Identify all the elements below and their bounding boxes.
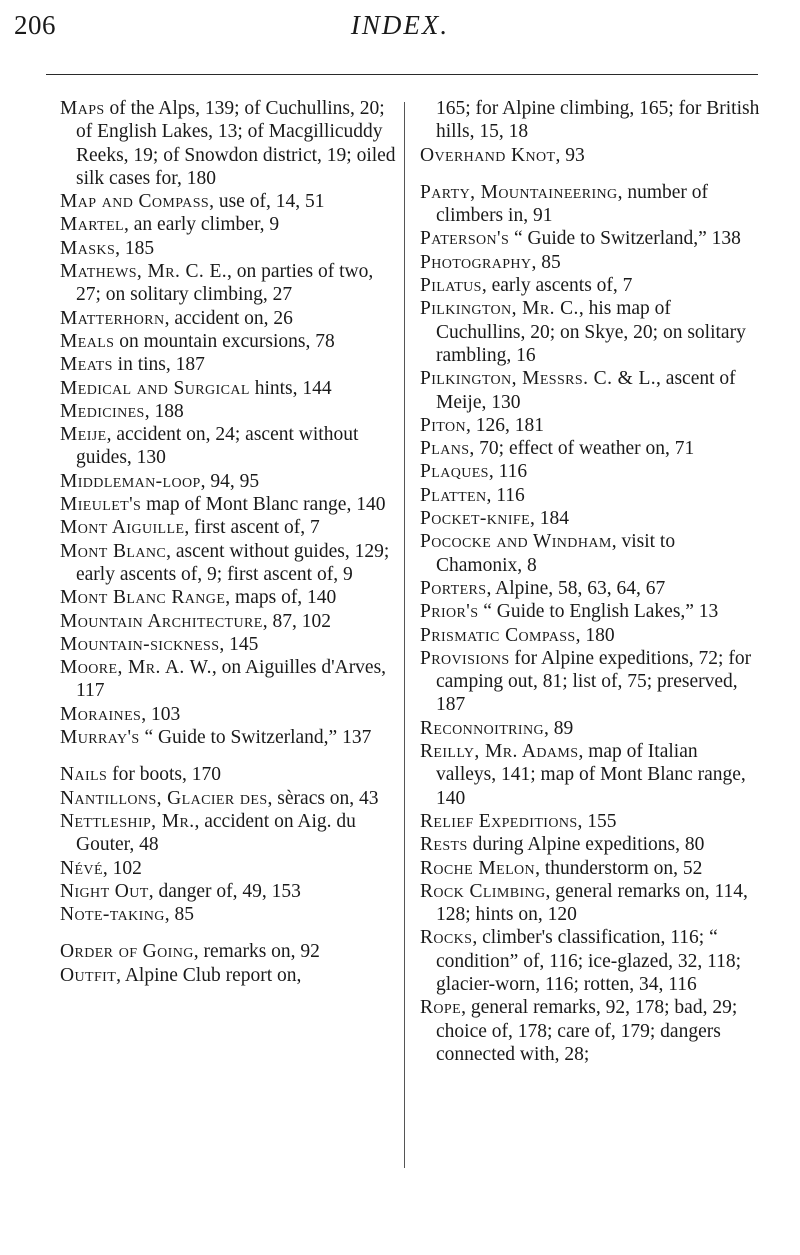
index-entry bbox=[420, 857, 760, 880]
entry-headword: Maps bbox=[60, 98, 105, 119]
index-entry bbox=[420, 507, 760, 530]
index-entry bbox=[60, 763, 400, 786]
index-entry bbox=[60, 493, 400, 516]
entry-text: “ Guide to English Lakes,” 13 bbox=[478, 601, 719, 623]
index-entry bbox=[60, 213, 400, 236]
entry-text: , 145 bbox=[219, 633, 259, 655]
entry-text: , 85 bbox=[164, 904, 194, 926]
index-entry bbox=[60, 787, 400, 810]
entry-headword: Mountain-sickness bbox=[60, 633, 220, 655]
index-entry bbox=[60, 964, 400, 987]
entry-headword: Prior's bbox=[420, 601, 479, 623]
entry-text: , his map of Cuchullins, 20; on Skye, 20; on solitary rambling, 16 bbox=[436, 298, 746, 366]
entry-headword: Mont Blanc bbox=[60, 540, 167, 562]
entry-headword: Masks bbox=[60, 237, 116, 259]
running-title: INDEX. bbox=[350, 10, 450, 40]
entry-headword: Murray's bbox=[60, 727, 140, 749]
index-entry bbox=[420, 926, 760, 996]
entry-text: , maps of, 140 bbox=[225, 587, 337, 609]
index-entry bbox=[420, 297, 760, 367]
entry-text: , sèracs on, 43 bbox=[267, 787, 379, 809]
entry-headword: Provisions bbox=[420, 647, 510, 669]
entry-text: map of Mont Blanc range, 140 bbox=[141, 494, 386, 516]
entry-headword: Pilatus bbox=[420, 275, 482, 297]
entry-headword: Mountain Architecture bbox=[60, 610, 263, 632]
entry-headword: Paterson's bbox=[420, 228, 510, 250]
entry-text: , general remarks, 92, 178; bad, 29; choice of, 178; care of, 179; dangers connected with, 28; bbox=[436, 997, 738, 1065]
entry-text: of the Alps, 139; of Cuchullins, 20; of English Lakes, 13; of Macgillicuddy Reeks, 19; of Snowdon district, 19; oiled silk cases for, 180 bbox=[76, 98, 396, 189]
entry-headword: Night Out bbox=[60, 880, 149, 902]
entry-headword: Note-taking bbox=[60, 904, 165, 926]
entry-headword: Mont Aiguille bbox=[60, 517, 185, 539]
entry-headword: Mont Blanc Range bbox=[60, 587, 226, 609]
index-entry bbox=[420, 437, 760, 460]
entry-text: , use of, 14, 51 bbox=[209, 191, 325, 213]
entry-headword: Plaques bbox=[420, 461, 489, 483]
index-entry bbox=[420, 833, 760, 856]
index-entry bbox=[420, 367, 760, 414]
entry-text: , 89 bbox=[543, 717, 574, 739]
entry-text: , 103 bbox=[141, 703, 181, 725]
entry-headword: Photography bbox=[420, 251, 532, 273]
entry-headword: Piton bbox=[420, 414, 467, 436]
entry-text: “ Guide to Switzerland,” 138 bbox=[509, 228, 741, 250]
index-entry bbox=[60, 810, 400, 857]
entry-headword: Medicines bbox=[60, 400, 145, 422]
index-entry bbox=[60, 353, 400, 376]
index-entry bbox=[420, 530, 760, 577]
entry-text: , 87, 102 bbox=[262, 610, 331, 632]
entry-text: , 116 bbox=[486, 484, 525, 506]
column-divider bbox=[404, 102, 405, 1168]
index-entry bbox=[60, 423, 400, 470]
index-entry bbox=[60, 400, 400, 423]
entry-headword: Meats bbox=[60, 354, 113, 376]
entry-text: , thunderstorm on, 52 bbox=[535, 857, 703, 879]
index-entry bbox=[420, 97, 760, 144]
index-entry bbox=[60, 307, 400, 330]
entry-text: for Alpine expeditions, 72; for camping out, 81; list of, 75; preserved, 187 bbox=[436, 647, 752, 716]
entry-headword: Platten bbox=[420, 484, 487, 506]
entry-text: for boots, 170 bbox=[107, 764, 221, 786]
index-entry bbox=[60, 540, 400, 587]
index-entry bbox=[60, 880, 400, 903]
entry-headword: Pilkington, Messrs. C. & L. bbox=[420, 368, 657, 390]
index-entry bbox=[60, 377, 400, 400]
entry-headword: Middleman-loop bbox=[60, 470, 201, 492]
index-entry bbox=[420, 810, 760, 833]
entry-headword: Outfit bbox=[60, 964, 117, 986]
entry-headword: Martel bbox=[60, 214, 125, 236]
entry-text: , accident on, 24; ascent without guides, 130 bbox=[76, 424, 359, 469]
entry-text: , 102 bbox=[102, 857, 142, 879]
index-entry bbox=[420, 484, 760, 507]
index-entry bbox=[420, 181, 760, 228]
entry-text: , 188 bbox=[144, 400, 184, 422]
index-entry bbox=[420, 996, 760, 1066]
entry-text: on mountain excursions, 78 bbox=[114, 330, 335, 352]
entry-headword: Rock Climbing bbox=[420, 880, 546, 902]
index-entry bbox=[60, 726, 400, 749]
index-entry bbox=[60, 586, 400, 609]
entry-text: , Alpine, 58, 63, 64, 67 bbox=[486, 577, 666, 599]
entry-text: , 184 bbox=[530, 508, 570, 530]
entry-headword: Plans bbox=[420, 438, 470, 460]
entry-headword: Nantillons, Glacier des bbox=[60, 787, 268, 809]
index-entry bbox=[60, 610, 400, 633]
entry-headword: Order of Going bbox=[60, 941, 194, 963]
entry-text: in tins, 187 bbox=[112, 354, 205, 376]
entry-text: , 93 bbox=[555, 144, 585, 166]
index-entry bbox=[420, 227, 760, 250]
entry-headword: Névé bbox=[60, 857, 103, 879]
index-entry bbox=[420, 717, 760, 740]
entry-text: , visit to Chamonix, 8 bbox=[436, 531, 676, 576]
entry-text: , ascent of Meije, 130 bbox=[436, 368, 736, 413]
index-entry bbox=[60, 903, 400, 926]
entry-headword: Pococke and Windham bbox=[420, 531, 612, 553]
page-header bbox=[14, 10, 786, 80]
entry-headword: Porters bbox=[420, 577, 487, 599]
entry-headword: Mathews, Mr. C. E. bbox=[60, 261, 228, 283]
index-entry bbox=[60, 237, 400, 260]
entry-text: , Alpine Club report on, bbox=[116, 964, 302, 986]
entry-text: , 126, 181 bbox=[466, 414, 545, 436]
entry-headword: Reilly, Mr. Adams bbox=[420, 741, 579, 763]
entry-headword: Meals bbox=[60, 330, 115, 352]
entry-headword: Nettleship, Mr. bbox=[60, 810, 195, 832]
entry-text: , remarks on, 92 bbox=[193, 941, 320, 963]
entry-text: , first ascent of, 7 bbox=[184, 517, 320, 539]
index-entry bbox=[420, 740, 760, 810]
entry-headword: Meije bbox=[60, 424, 107, 446]
index-entry bbox=[420, 144, 760, 167]
entry-headword: Mieulet's bbox=[60, 494, 142, 516]
entry-text: , 155 bbox=[577, 810, 617, 832]
entry-text: , 185 bbox=[115, 237, 155, 259]
entry-headword: Nails bbox=[60, 764, 108, 786]
entry-text: , 116 bbox=[488, 461, 528, 483]
index-entry bbox=[420, 647, 760, 717]
index-entry bbox=[60, 656, 400, 703]
right-index-column bbox=[420, 97, 760, 1066]
entry-text: , accident on, 26 bbox=[164, 307, 293, 329]
entry-headword: Reconnoitring bbox=[420, 717, 544, 739]
page-number: 206 bbox=[14, 10, 56, 40]
entry-headword: Map and Compass bbox=[60, 191, 210, 213]
index-entry bbox=[420, 274, 760, 297]
entry-headword: Rope bbox=[420, 997, 462, 1019]
entry-text: , on parties of two, 27; on solitary climbing, 27 bbox=[76, 261, 374, 306]
entry-text: , map of Italian valleys, 141; map of Mont Blanc range, 140 bbox=[436, 741, 746, 809]
index-entry bbox=[60, 857, 400, 880]
entry-text: hints, 144 bbox=[249, 377, 332, 399]
index-entry bbox=[60, 470, 400, 493]
entry-text: , 94, 95 bbox=[200, 470, 260, 492]
index-entry bbox=[60, 330, 400, 353]
index-entry bbox=[60, 633, 400, 656]
entry-text: , 180 bbox=[575, 624, 615, 646]
index-entry bbox=[420, 460, 760, 483]
header-rule bbox=[46, 74, 758, 75]
index-entry bbox=[60, 260, 400, 307]
left-index-column bbox=[60, 97, 400, 987]
entry-text: , on Aiguilles d'Arves, 117 bbox=[76, 657, 387, 702]
entry-text: , ascent without guides, 129; early ascents of, 9; first ascent of, 9 bbox=[76, 540, 390, 585]
entry-text: , danger of, 49, 153 bbox=[148, 880, 301, 902]
index-entry bbox=[420, 577, 760, 600]
entry-headword: Rocks bbox=[420, 927, 473, 949]
entry-text: , an early climber, 9 bbox=[124, 214, 280, 236]
entry-headword: Overhand Knot bbox=[420, 144, 556, 166]
entry-text: 165; for Alpine climbing, 165; for British hills, 15, 18 bbox=[436, 98, 760, 143]
index-entry bbox=[420, 251, 760, 274]
entry-text: “ Guide to Switzerland,” 137 bbox=[139, 727, 372, 749]
index-entry bbox=[60, 190, 400, 213]
index-entry bbox=[420, 414, 760, 437]
entry-headword: Pocket-knife bbox=[420, 508, 531, 530]
index-entry bbox=[60, 703, 400, 726]
entry-headword: Medical and Surgical bbox=[60, 377, 250, 399]
entry-text: , early ascents of, 7 bbox=[481, 275, 633, 297]
entry-text: , 85 bbox=[531, 251, 561, 273]
index-entry bbox=[420, 880, 760, 927]
entry-headword: Moraines bbox=[60, 703, 142, 725]
entry-text: , climber's classification, 116; “ condition” of, 116; ice-glazed, 32, 118; glacier-worn, 116; rotten, 34, 116 bbox=[436, 927, 742, 995]
entry-headword: Relief Expeditions bbox=[420, 810, 578, 832]
entry-headword: Rests bbox=[420, 834, 468, 856]
entry-text: , 70; effect of weather on, 71 bbox=[469, 438, 695, 460]
entry-text: , general remarks on, 114, 128; hints on, 120 bbox=[436, 880, 748, 926]
index-entry bbox=[60, 940, 400, 963]
entry-text: during Alpine expeditions, 80 bbox=[467, 834, 705, 856]
entry-headword: Roche Melon bbox=[420, 857, 536, 879]
index-entry bbox=[60, 516, 400, 539]
entry-headword: Party, Mountaineering bbox=[420, 181, 618, 203]
entry-headword: Pilkington, Mr. C. bbox=[420, 298, 579, 320]
entry-text: , number of climbers in, 91 bbox=[436, 181, 709, 227]
entry-headword: Moore, Mr. A. W. bbox=[60, 657, 212, 679]
entry-headword: Matterhorn bbox=[60, 307, 165, 329]
index-entry bbox=[420, 600, 760, 623]
index-entry bbox=[420, 624, 760, 647]
entry-text: , accident on Aig. du Gouter, 48 bbox=[76, 810, 356, 856]
index-entry bbox=[60, 97, 400, 190]
entry-headword: Prismatic Compass bbox=[420, 624, 576, 646]
